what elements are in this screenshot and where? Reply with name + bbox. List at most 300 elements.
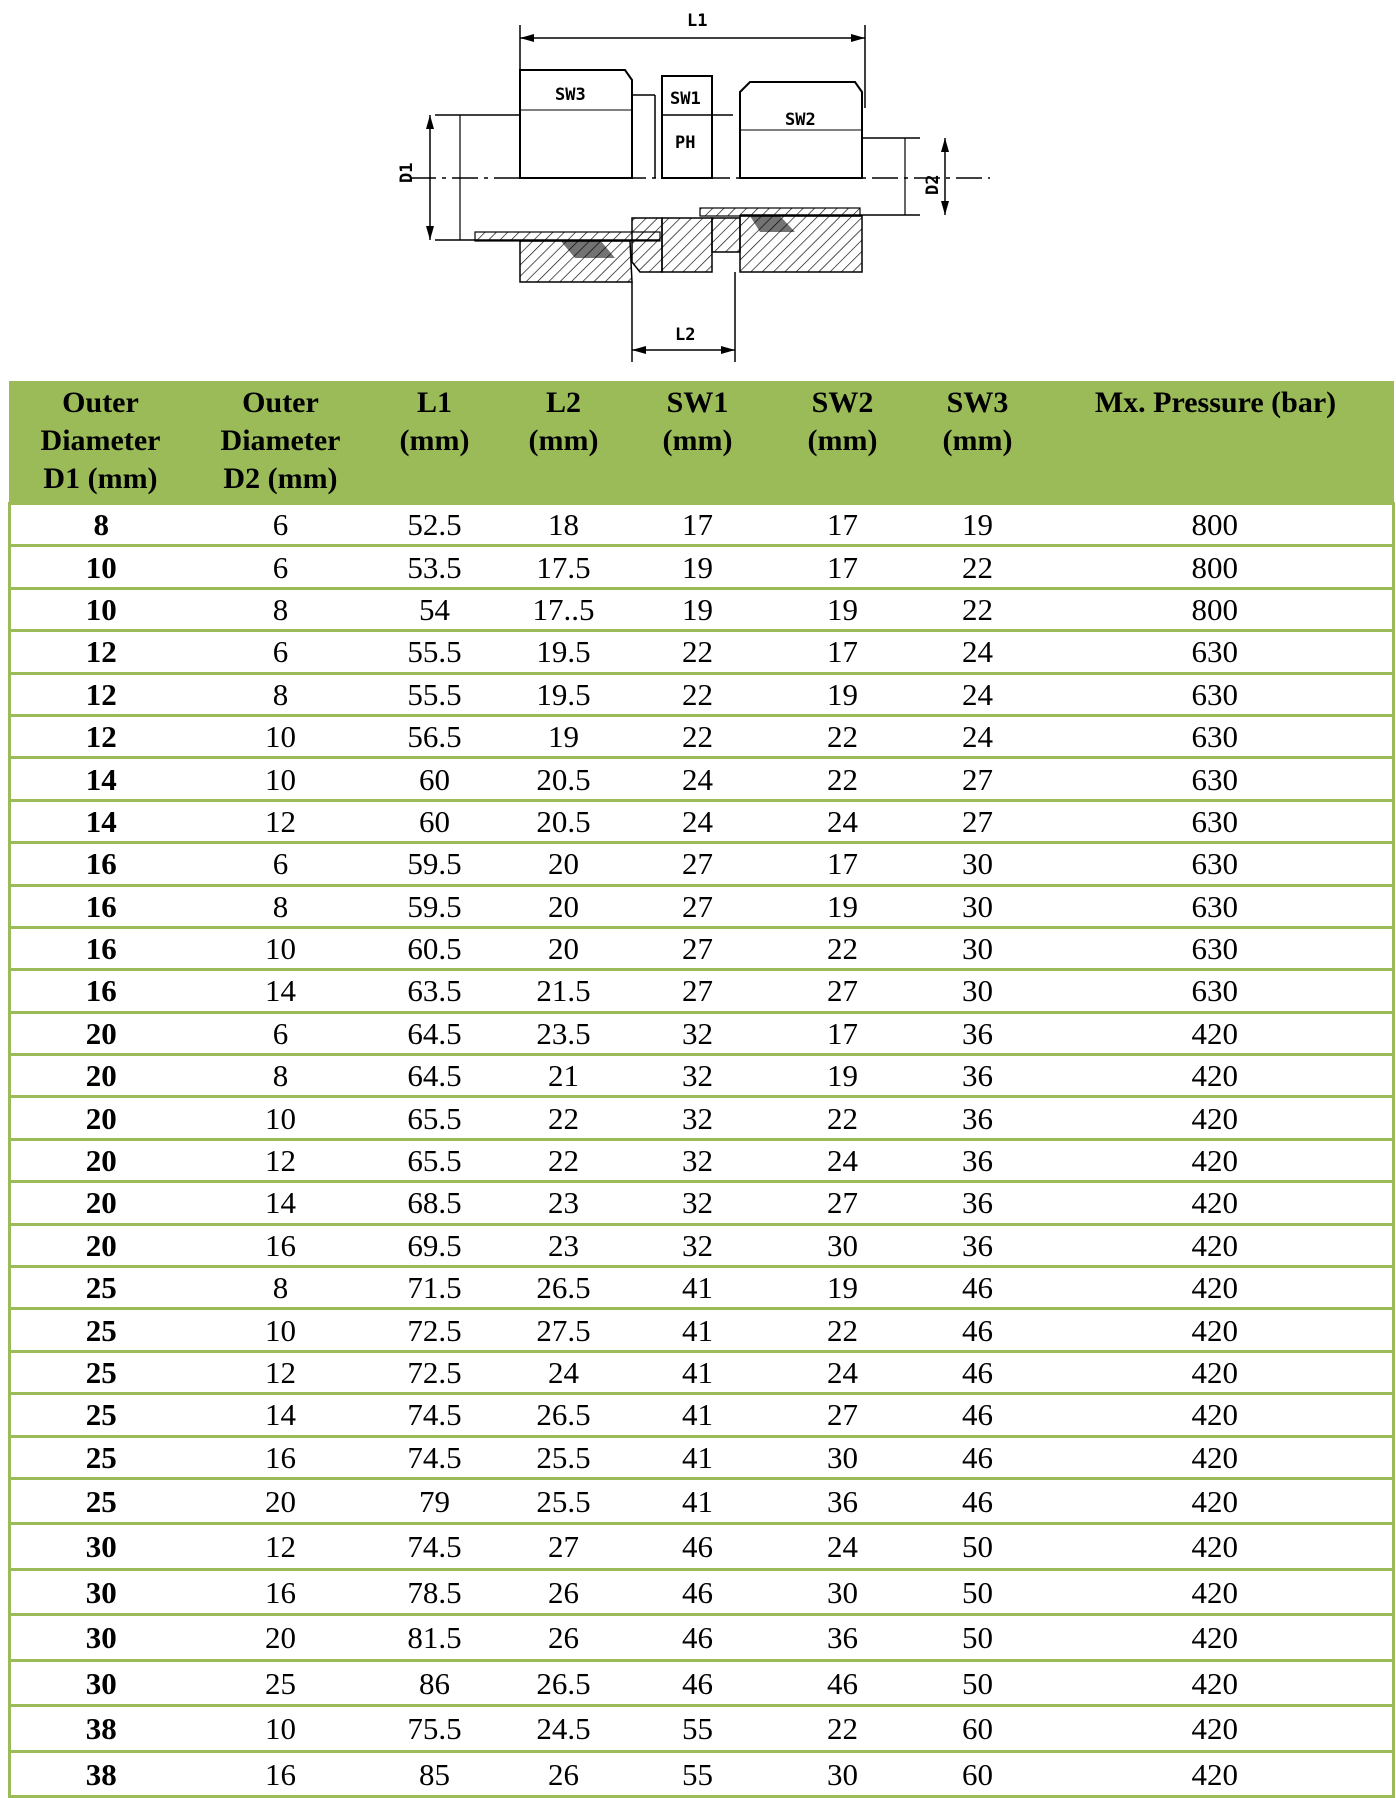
cell-d2: 16	[192, 1751, 370, 1797]
cell-l1: 60	[370, 800, 500, 842]
cell-d2: 12	[192, 1524, 370, 1570]
cell-sw1: 41	[628, 1478, 768, 1524]
cell-l2: 22	[500, 1139, 628, 1181]
cell-max-pressure: 420	[1038, 1436, 1394, 1478]
table-row	[10, 504, 1394, 546]
cell-sw3: 22	[918, 546, 1038, 588]
cell-max-pressure: 420	[1038, 1055, 1394, 1097]
cell-max-pressure: 420	[1038, 1615, 1394, 1661]
cell-d2: 8	[192, 885, 370, 927]
cell-max-pressure: 420	[1038, 1660, 1394, 1706]
header-line: Mx. Pressure (bar)	[1094, 386, 1337, 419]
table-row	[10, 631, 1394, 673]
cell-sw2: 46	[768, 1660, 918, 1706]
cell-sw3: 24	[918, 715, 1038, 757]
cell-l1: 79	[370, 1478, 500, 1524]
cell-d2: 10	[192, 927, 370, 969]
cell-l1: 65.5	[370, 1139, 500, 1181]
cell-sw1: 24	[628, 758, 768, 800]
cell-max-pressure: 420	[1038, 1012, 1394, 1054]
cell-l1: 86	[370, 1660, 500, 1706]
cell-sw1: 32	[628, 1012, 768, 1054]
cell-max-pressure: 420	[1038, 1351, 1394, 1393]
header-line: D1 (mm)	[43, 462, 158, 495]
table-row	[10, 1569, 1394, 1615]
table-row	[10, 1182, 1394, 1224]
header-line: Outer	[242, 386, 319, 419]
cell-l1: 71.5	[370, 1267, 500, 1309]
cell-sw1: 19	[628, 588, 768, 630]
label-ph: PH	[675, 133, 696, 153]
cell-sw3: 36	[918, 1139, 1038, 1181]
header-line: D2 (mm)	[223, 462, 338, 495]
header-sw3	[918, 382, 1038, 504]
cell-l2: 17..5	[500, 588, 628, 630]
cell-l1: 72.5	[370, 1351, 500, 1393]
cell-sw1: 27	[628, 843, 768, 885]
cell-d1: 14	[10, 758, 192, 800]
cell-sw1: 19	[628, 546, 768, 588]
cell-d2: 16	[192, 1224, 370, 1266]
cell-d2: 16	[192, 1569, 370, 1615]
cell-sw2: 30	[768, 1436, 918, 1478]
cell-d1: 16	[10, 843, 192, 885]
cell-l2: 19.5	[500, 673, 628, 715]
cell-l1: 78.5	[370, 1569, 500, 1615]
fitting-cross-section-diagram	[397, 0, 1000, 370]
cell-d1: 25	[10, 1478, 192, 1524]
cell-l2: 24.5	[500, 1706, 628, 1752]
cell-l1: 68.5	[370, 1182, 500, 1224]
cell-l2: 26.5	[500, 1267, 628, 1309]
cell-sw2: 24	[768, 1139, 918, 1181]
cell-d1: 16	[10, 885, 192, 927]
header-line: Outer	[62, 386, 139, 419]
cell-sw3: 24	[918, 673, 1038, 715]
table-row	[10, 843, 1394, 885]
cell-sw3: 50	[918, 1569, 1038, 1615]
cell-l2: 26	[500, 1615, 628, 1661]
cell-max-pressure: 420	[1038, 1751, 1394, 1797]
cell-l2: 23.5	[500, 1012, 628, 1054]
cell-d2: 8	[192, 1267, 370, 1309]
cell-sw3: 36	[918, 1055, 1038, 1097]
cell-max-pressure: 420	[1038, 1569, 1394, 1615]
cell-l1: 56.5	[370, 715, 500, 757]
cell-sw2: 22	[768, 1097, 918, 1139]
cell-sw1: 41	[628, 1394, 768, 1436]
cell-d1: 30	[10, 1660, 192, 1706]
label-sw2: SW2	[785, 110, 816, 130]
cell-sw3: 30	[918, 927, 1038, 969]
cell-max-pressure: 630	[1038, 800, 1394, 842]
cell-max-pressure: 420	[1038, 1182, 1394, 1224]
cell-d1: 25	[10, 1436, 192, 1478]
cell-d1: 30	[10, 1569, 192, 1615]
cell-d1: 20	[10, 1139, 192, 1181]
cell-l2: 26	[500, 1751, 628, 1797]
cell-sw3: 50	[918, 1524, 1038, 1570]
cell-d2: 20	[192, 1615, 370, 1661]
header-line: L1	[416, 386, 452, 419]
cell-sw1: 55	[628, 1751, 768, 1797]
table-row	[10, 546, 1394, 588]
cell-l2: 25.5	[500, 1478, 628, 1524]
cell-l1: 74.5	[370, 1436, 500, 1478]
cell-d1: 30	[10, 1524, 192, 1570]
table-header-row	[10, 382, 1394, 504]
cell-l2: 22	[500, 1097, 628, 1139]
table-row	[10, 1436, 1394, 1478]
table-row	[10, 1055, 1394, 1097]
cell-sw3: 30	[918, 970, 1038, 1012]
cell-l2: 20	[500, 927, 628, 969]
cell-sw2: 24	[768, 1351, 918, 1393]
cell-d1: 30	[10, 1615, 192, 1661]
cell-d2: 20	[192, 1478, 370, 1524]
label-d1: D1	[397, 162, 417, 183]
table-row	[10, 1012, 1394, 1054]
header-max-pressure	[1038, 382, 1394, 504]
cell-sw2: 30	[768, 1224, 918, 1266]
cell-l2: 24	[500, 1351, 628, 1393]
header-line: SW2	[811, 386, 874, 419]
cell-max-pressure: 420	[1038, 1706, 1394, 1752]
cell-sw3: 19	[918, 504, 1038, 546]
cell-l2: 23	[500, 1224, 628, 1266]
cell-d1: 38	[10, 1706, 192, 1752]
cell-l1: 53.5	[370, 546, 500, 588]
cell-max-pressure: 630	[1038, 631, 1394, 673]
cell-l2: 27	[500, 1524, 628, 1570]
cell-l2: 19	[500, 715, 628, 757]
cell-sw2: 30	[768, 1569, 918, 1615]
cell-sw2: 30	[768, 1751, 918, 1797]
table-body	[10, 504, 1394, 1797]
cell-l2: 18	[500, 504, 628, 546]
table-row	[10, 758, 1394, 800]
header-line: SW3	[946, 386, 1009, 419]
cell-sw2: 24	[768, 1524, 918, 1570]
header-line: (mm)	[807, 424, 878, 457]
cell-sw1: 46	[628, 1524, 768, 1570]
cell-d1: 38	[10, 1751, 192, 1797]
cell-d2: 8	[192, 673, 370, 715]
cell-sw2: 22	[768, 927, 918, 969]
cell-l2: 20	[500, 885, 628, 927]
cell-sw3: 24	[918, 631, 1038, 673]
cell-d1: 16	[10, 970, 192, 1012]
table-row	[10, 1615, 1394, 1661]
cell-sw3: 22	[918, 588, 1038, 630]
cell-d1: 20	[10, 1182, 192, 1224]
cell-sw1: 41	[628, 1309, 768, 1351]
table-row	[10, 588, 1394, 630]
cell-l2: 20.5	[500, 800, 628, 842]
table-row	[10, 1660, 1394, 1706]
header-line: SW1	[666, 386, 729, 419]
cell-sw3: 46	[918, 1436, 1038, 1478]
cell-d2: 8	[192, 1055, 370, 1097]
cell-d1: 12	[10, 631, 192, 673]
cell-d2: 12	[192, 1351, 370, 1393]
cell-d2: 6	[192, 1012, 370, 1054]
cell-l1: 59.5	[370, 885, 500, 927]
table-row	[10, 673, 1394, 715]
cell-sw3: 50	[918, 1615, 1038, 1661]
table-row	[10, 800, 1394, 842]
cell-d2: 10	[192, 1097, 370, 1139]
cell-max-pressure: 630	[1038, 673, 1394, 715]
cell-max-pressure: 630	[1038, 715, 1394, 757]
cell-d1: 20	[10, 1012, 192, 1054]
cell-d2: 14	[192, 970, 370, 1012]
cell-max-pressure: 800	[1038, 588, 1394, 630]
cell-sw1: 22	[628, 631, 768, 673]
cell-l2: 25.5	[500, 1436, 628, 1478]
cell-sw1: 32	[628, 1224, 768, 1266]
table-row	[10, 1351, 1394, 1393]
cell-l1: 54	[370, 588, 500, 630]
cell-sw2: 17	[768, 504, 918, 546]
cell-d2: 25	[192, 1660, 370, 1706]
cell-sw3: 46	[918, 1351, 1038, 1393]
cell-max-pressure: 630	[1038, 970, 1394, 1012]
l2-dimension	[632, 272, 735, 362]
cell-sw1: 24	[628, 800, 768, 842]
cell-sw2: 24	[768, 800, 918, 842]
label-l2: L2	[675, 325, 696, 345]
cell-l1: 72.5	[370, 1309, 500, 1351]
cell-d2: 10	[192, 1309, 370, 1351]
cell-sw2: 22	[768, 1309, 918, 1351]
cell-l2: 17.5	[500, 546, 628, 588]
cell-max-pressure: 630	[1038, 758, 1394, 800]
cell-sw1: 27	[628, 927, 768, 969]
cell-max-pressure: 420	[1038, 1267, 1394, 1309]
cell-l1: 64.5	[370, 1055, 500, 1097]
cell-sw1: 32	[628, 1139, 768, 1181]
hatched-section	[475, 208, 862, 282]
cell-l1: 55.5	[370, 673, 500, 715]
cell-d1: 25	[10, 1351, 192, 1393]
table-row	[10, 1524, 1394, 1570]
cell-l1: 74.5	[370, 1524, 500, 1570]
cell-sw2: 19	[768, 1055, 918, 1097]
cell-sw3: 30	[918, 843, 1038, 885]
cell-sw1: 46	[628, 1615, 768, 1661]
cell-d2: 6	[192, 631, 370, 673]
cell-l1: 81.5	[370, 1615, 500, 1661]
cell-d2: 16	[192, 1436, 370, 1478]
cell-sw3: 46	[918, 1478, 1038, 1524]
header-l1	[370, 382, 500, 504]
cell-d2: 10	[192, 715, 370, 757]
cell-sw2: 36	[768, 1615, 918, 1661]
cell-d2: 14	[192, 1182, 370, 1224]
cell-l1: 60	[370, 758, 500, 800]
header-line: (mm)	[942, 424, 1013, 457]
cell-l1: 64.5	[370, 1012, 500, 1054]
header-line: Diameter	[40, 424, 161, 457]
cell-d2: 12	[192, 800, 370, 842]
label-d2: D2	[923, 174, 943, 195]
sw3-nut	[520, 70, 655, 178]
cell-sw2: 19	[768, 588, 918, 630]
cell-max-pressure: 420	[1038, 1309, 1394, 1351]
cell-max-pressure: 420	[1038, 1139, 1394, 1181]
table-row	[10, 1224, 1394, 1266]
cell-sw2: 27	[768, 1394, 918, 1436]
cell-d1: 12	[10, 673, 192, 715]
cell-sw3: 36	[918, 1224, 1038, 1266]
cell-max-pressure: 420	[1038, 1524, 1394, 1570]
cell-l1: 52.5	[370, 504, 500, 546]
cell-d2: 10	[192, 758, 370, 800]
cell-sw1: 32	[628, 1182, 768, 1224]
cell-sw1: 22	[628, 715, 768, 757]
cell-sw1: 46	[628, 1660, 768, 1706]
cell-l1: 55.5	[370, 631, 500, 673]
fitting-drawing	[397, 0, 1000, 370]
cell-l1: 69.5	[370, 1224, 500, 1266]
cell-d2: 6	[192, 504, 370, 546]
cell-sw2: 22	[768, 1706, 918, 1752]
header-line: (mm)	[662, 424, 733, 457]
cell-d1: 20	[10, 1097, 192, 1139]
cell-sw1: 46	[628, 1569, 768, 1615]
cell-d1: 16	[10, 927, 192, 969]
cell-d1: 10	[10, 546, 192, 588]
cell-max-pressure: 800	[1038, 546, 1394, 588]
cell-sw2: 36	[768, 1478, 918, 1524]
cell-d1: 20	[10, 1055, 192, 1097]
table-row	[10, 1309, 1394, 1351]
cell-l2: 23	[500, 1182, 628, 1224]
table-row	[10, 885, 1394, 927]
cell-l1: 74.5	[370, 1394, 500, 1436]
cell-sw2: 17	[768, 843, 918, 885]
cell-d1: 25	[10, 1394, 192, 1436]
cell-sw1: 27	[628, 970, 768, 1012]
table-row	[10, 927, 1394, 969]
cell-max-pressure: 420	[1038, 1478, 1394, 1524]
cell-sw3: 50	[918, 1660, 1038, 1706]
cell-d2: 6	[192, 843, 370, 885]
cell-l1: 85	[370, 1751, 500, 1797]
cell-max-pressure: 420	[1038, 1224, 1394, 1266]
header-line: L2	[545, 386, 581, 419]
cell-sw2: 27	[768, 1182, 918, 1224]
table-row	[10, 1706, 1394, 1752]
cell-sw3: 46	[918, 1267, 1038, 1309]
cell-sw3: 36	[918, 1012, 1038, 1054]
cell-d1: 12	[10, 715, 192, 757]
cell-sw2: 17	[768, 1012, 918, 1054]
table-row	[10, 1478, 1394, 1524]
cell-l1: 75.5	[370, 1706, 500, 1752]
header-line: (mm)	[399, 424, 470, 457]
table-row	[10, 1751, 1394, 1797]
table-row	[10, 1394, 1394, 1436]
table-row	[10, 1097, 1394, 1139]
cell-l2: 20	[500, 843, 628, 885]
header-sw1	[628, 382, 768, 504]
cell-d2: 14	[192, 1394, 370, 1436]
cell-l1: 59.5	[370, 843, 500, 885]
cell-max-pressure: 630	[1038, 885, 1394, 927]
header-l2	[500, 382, 628, 504]
cell-d2: 10	[192, 1706, 370, 1752]
label-sw1: SW1	[670, 89, 701, 109]
cell-l2: 27.5	[500, 1309, 628, 1351]
cell-sw1: 41	[628, 1267, 768, 1309]
cell-sw2: 27	[768, 970, 918, 1012]
cell-sw2: 19	[768, 673, 918, 715]
header-line: (mm)	[528, 424, 599, 457]
table-row	[10, 1267, 1394, 1309]
table-row	[10, 1139, 1394, 1181]
label-l1: L1	[687, 11, 708, 31]
cell-sw2: 22	[768, 715, 918, 757]
cell-sw3: 60	[918, 1751, 1038, 1797]
cell-l2: 19.5	[500, 631, 628, 673]
table-row	[10, 970, 1394, 1012]
fitting-spec-table	[8, 381, 1395, 1798]
cell-d1: 10	[10, 588, 192, 630]
cell-l1: 60.5	[370, 927, 500, 969]
cell-l2: 21.5	[500, 970, 628, 1012]
label-sw3: SW3	[555, 85, 586, 105]
cell-l2: 26.5	[500, 1660, 628, 1706]
cell-l2: 26.5	[500, 1394, 628, 1436]
cell-l2: 20.5	[500, 758, 628, 800]
cell-sw1: 32	[628, 1055, 768, 1097]
cell-l2: 26	[500, 1569, 628, 1615]
header-sw2	[768, 382, 918, 504]
cell-max-pressure: 420	[1038, 1394, 1394, 1436]
cell-l2: 21	[500, 1055, 628, 1097]
cell-d2: 12	[192, 1139, 370, 1181]
cell-sw3: 27	[918, 758, 1038, 800]
cell-sw1: 32	[628, 1097, 768, 1139]
cell-sw1: 17	[628, 504, 768, 546]
cell-d1: 8	[10, 504, 192, 546]
cell-sw3: 46	[918, 1309, 1038, 1351]
cell-sw1: 41	[628, 1436, 768, 1478]
cell-sw2: 19	[768, 885, 918, 927]
cell-sw3: 46	[918, 1394, 1038, 1436]
header-d2	[192, 382, 370, 504]
cell-sw3: 30	[918, 885, 1038, 927]
header-line: Diameter	[220, 424, 341, 457]
cell-sw2: 17	[768, 631, 918, 673]
cell-d2: 8	[192, 588, 370, 630]
cell-sw3: 36	[918, 1097, 1038, 1139]
cell-sw1: 41	[628, 1351, 768, 1393]
cell-max-pressure: 630	[1038, 843, 1394, 885]
cell-d2: 6	[192, 546, 370, 588]
cell-sw1: 27	[628, 885, 768, 927]
cell-d1: 25	[10, 1267, 192, 1309]
cell-max-pressure: 420	[1038, 1097, 1394, 1139]
cell-l1: 63.5	[370, 970, 500, 1012]
cell-sw2: 19	[768, 1267, 918, 1309]
cell-l1: 65.5	[370, 1097, 500, 1139]
cell-d1: 20	[10, 1224, 192, 1266]
cell-sw1: 55	[628, 1706, 768, 1752]
cell-max-pressure: 630	[1038, 927, 1394, 969]
